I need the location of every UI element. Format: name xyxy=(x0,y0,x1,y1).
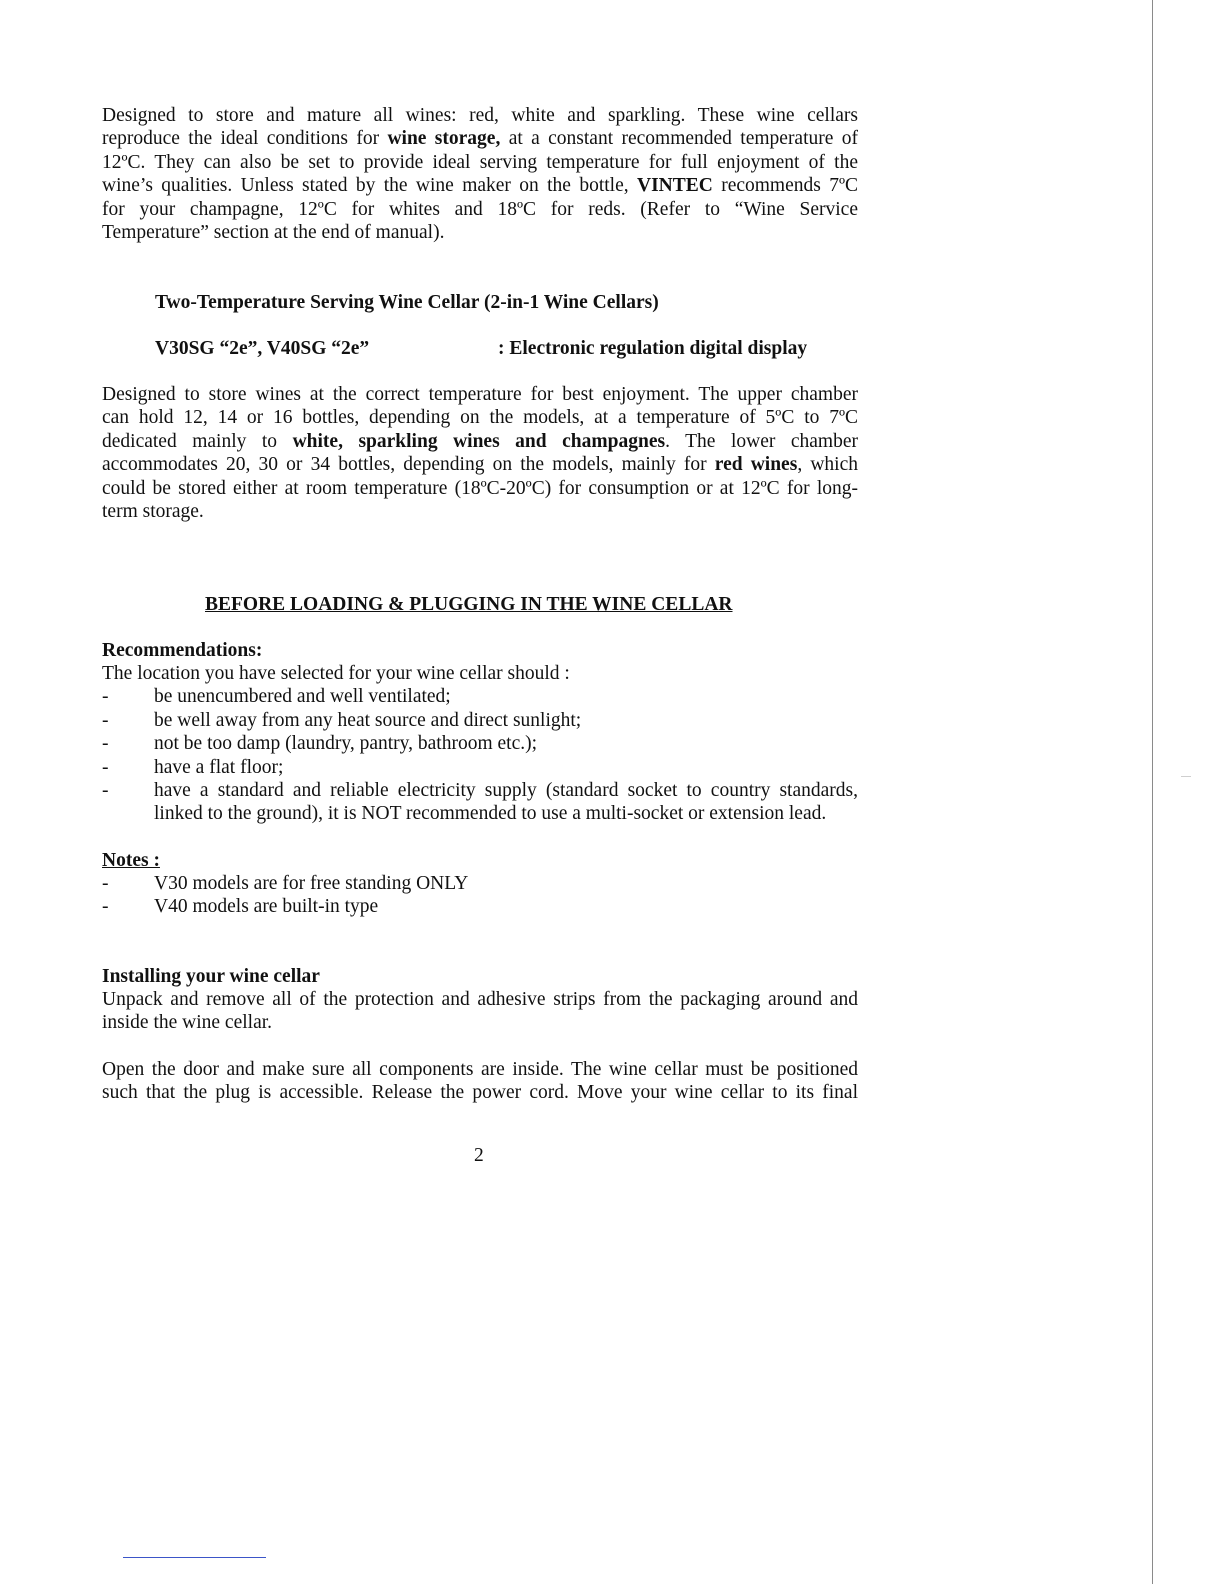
two-temp-line-5: could be stored either at room temperature (18ºC-20ºC) for consumption or at 12ºC for long- xyxy=(102,477,858,499)
section-title-before-loading: BEFORE LOADING & PLUGGING IN THE WINE CELLAR xyxy=(205,594,733,615)
notes-heading: Notes : xyxy=(102,850,160,871)
two-temp-paragraph xyxy=(102,383,858,523)
installing-p1-line-2: inside the wine cellar. xyxy=(102,1012,273,1034)
margin-mark xyxy=(1181,776,1191,777)
two-temp-line-2: can hold 12, 14 or 16 bottles, depending on the models, at a temperature of 5ºC to 7ºC xyxy=(102,407,858,429)
installing-paragraph-1 xyxy=(102,988,858,1035)
white-wines-emphasis: white, sparkling wines and champagnes xyxy=(292,430,666,452)
dash-bullet: - xyxy=(102,896,109,918)
list-item: - V30 models are for free standing ONLY xyxy=(102,873,469,894)
two-temp-models: V30SG “2e”, V40SG “2e” xyxy=(155,338,370,359)
wine-storage-emphasis: wine storage, xyxy=(387,128,501,150)
page-edge-line xyxy=(1152,0,1153,1584)
list-item: - have a standard and reliable electricity supply (standard socket to country standards, linked to the ground), it is NOT recommended to use a multi-socket or extension lead. xyxy=(102,780,858,825)
footnote-rule xyxy=(123,1557,266,1558)
intro-line-6: Temperature” section at the end of manual). xyxy=(102,222,445,244)
dash-bullet: - xyxy=(102,733,109,755)
two-temp-line-1: Designed to store wines at the correct temperature for best enjoyment. The upper chamber xyxy=(102,384,858,405)
dash-bullet: - xyxy=(102,873,109,894)
recommendations-heading: Recommendations: xyxy=(102,640,263,661)
two-temp-line-3: dedicated mainly to white, sparkling wines and champagnes. The lower chamber xyxy=(102,430,858,452)
intro-line-1: Designed to store and mature all wines: red, white and sparkling. These wine cellars xyxy=(102,105,858,126)
two-temp-spec: : Electronic regulation digital display xyxy=(498,338,808,359)
recommendations-intro: The location you have selected for your wine cellar should : xyxy=(102,663,570,684)
dash-bullet: - xyxy=(102,780,109,802)
two-temp-line-4: accommodates 20, 30 or 34 bottles, depending on the models, mainly for red wines, which xyxy=(102,454,858,476)
list-item: - have a flat floor; xyxy=(102,756,284,778)
installing-p2-line-2: such that the plug is accessible. Release the power cord. Move your wine cellar to its final xyxy=(102,1082,858,1104)
dash-bullet: - xyxy=(102,686,109,708)
two-temp-heading: Two-Temperature Serving Wine Cellar (2-in-1 Wine Cellars) xyxy=(155,292,659,313)
installing-heading: Installing your wine cellar xyxy=(102,966,320,987)
intro-line-5: for your champagne, 12ºC for whites and 18ºC for reds. (Refer to “Wine Service xyxy=(102,198,858,220)
intro-line-2: reproduce the ideal conditions for wine storage, at a constant recommended temperature of xyxy=(102,128,859,150)
two-temp-line-6: term storage. xyxy=(102,501,204,523)
list-item: - be unencumbered and well ventilated; xyxy=(102,686,451,708)
dash-bullet: - xyxy=(102,709,109,731)
installing-p2-line-1: Open the door and make sure all components are inside. The wine cellar must be positioned xyxy=(102,1059,858,1080)
vintec-brand: VINTEC xyxy=(636,175,713,197)
notes-list xyxy=(102,872,858,919)
intro-line-3: 12ºC. They can also be set to provide ideal serving temperature for full enjoyment of the xyxy=(102,151,858,173)
installing-paragraph-2 xyxy=(102,1058,858,1105)
list-item: - not be too damp (laundry, pantry, bathroom etc.); xyxy=(102,733,538,755)
list-item: - be well away from any heat source and direct sunlight; xyxy=(102,709,582,731)
dash-bullet: - xyxy=(102,756,109,778)
red-wines-emphasis: red wines xyxy=(714,454,798,476)
recommendations-block xyxy=(102,662,858,826)
installing-p1-line-1: Unpack and remove all of the protection and adhesive strips from the packaging around and xyxy=(102,989,858,1010)
list-item: - V40 models are built-in type xyxy=(102,896,379,918)
page-number: 2 xyxy=(474,1145,484,1166)
intro-line-4: wine’s qualities. Unless stated by the wine maker on the bottle, VINTEC recommends 7ºC xyxy=(102,175,859,197)
intro-paragraph xyxy=(102,104,858,244)
